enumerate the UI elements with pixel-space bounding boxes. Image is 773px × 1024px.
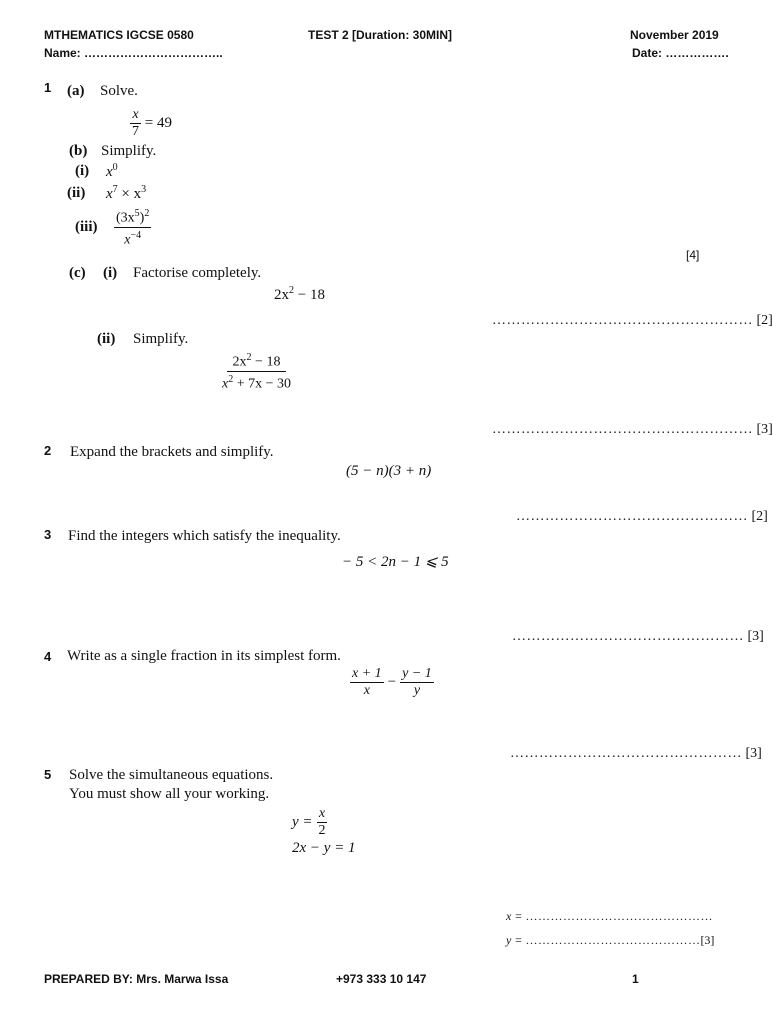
q5-equation1-denominator: 2	[318, 823, 326, 838]
q4-answer-line	[510, 746, 762, 762]
q1ci-answer-line	[492, 313, 773, 329]
q1biii-denominator: $x^{-4}$	[124, 229, 142, 248]
q4-fraction1-numerator: x + 1	[352, 666, 382, 681]
q5-equation2: 2x − y = 1	[292, 840, 356, 856]
q1ci-answer-dots: ………………………………………………	[492, 313, 753, 328]
q1b-text: Simplify.	[101, 143, 157, 159]
q1cii-text: Simplify.	[133, 331, 189, 347]
page-number: 1	[632, 972, 639, 986]
q1a-equation	[130, 107, 172, 140]
subject-title: MTHEMATICS IGCSE 0580	[44, 28, 194, 42]
q1cii-denominator: $x^2 + 7x - 30$	[222, 373, 292, 392]
q4-fraction1-denominator: x	[363, 683, 370, 698]
q5-equation1-numerator: x	[318, 806, 326, 821]
q3-text: Find the integers which satisfy the inequality.	[68, 528, 341, 544]
q2-answer-line	[516, 509, 768, 525]
q1bii-label: (ii)	[67, 185, 86, 201]
test-title: TEST 2 [Duration: 30MIN]	[308, 28, 453, 42]
q1bi-label: (i)	[75, 163, 90, 179]
q1bii-expression	[106, 184, 146, 203]
q1cii-answer-dots: ………………………………………………	[492, 422, 753, 437]
q4-fraction2-denominator: y	[413, 683, 421, 698]
q1bi-expression	[106, 162, 118, 181]
q4-fraction2-numerator: y − 1	[402, 666, 432, 681]
question-number-5: 5	[44, 767, 52, 782]
q1biii-label: (iii)	[75, 219, 98, 235]
q1c-label: (c)	[69, 265, 86, 281]
q1ci-expression: $2x^2 - 18$	[274, 285, 325, 303]
q1cii-answer-line	[492, 422, 773, 438]
q1biii-fraction	[114, 206, 151, 248]
q2-answer-dots: …………………………………………	[516, 509, 748, 524]
q1bii-base1: x	[106, 186, 113, 202]
q1cii-fraction	[220, 350, 293, 392]
q5-text-line1: Solve the simultaneous equations.	[69, 767, 274, 783]
q2-expression: (5 − n)(3 + n)	[346, 463, 432, 479]
question-number-1: 1	[44, 80, 52, 95]
q3-marks: [3]	[747, 629, 764, 644]
q2-marks: [2]	[751, 509, 768, 524]
q5-y-answer-dots: ……………………………………	[525, 933, 701, 947]
question-number-3: 3	[44, 527, 52, 542]
q1ci-text: Factorise completely.	[133, 265, 262, 281]
q1bii-exp2: 3	[141, 184, 147, 195]
name-field-label: Name: ……………………………..	[44, 46, 223, 60]
q5-x-answer-line	[506, 909, 713, 924]
q1cii-label: (ii)	[97, 331, 116, 347]
q1cii-numerator: $2x^2 - 18$	[227, 350, 287, 372]
q5-marks: [3]	[700, 933, 715, 947]
q5-x-label: x =	[506, 909, 523, 923]
q1bi-exponent: 0	[112, 162, 118, 173]
q4-marks: [3]	[745, 746, 762, 761]
q1bii-exp1: 7	[112, 184, 118, 195]
q1ci-marks: [2]	[756, 313, 773, 328]
q5-x-answer-dots: ………………………………………	[525, 909, 713, 923]
q3-answer-dots: …………………………………………	[512, 629, 744, 644]
footer-phone: +973 333 10 147	[336, 972, 427, 986]
q1bi-base: x	[106, 164, 113, 180]
q4-answer-dots: …………………………………………	[510, 746, 742, 761]
q4-text: Write as a single fraction in its simplest form.	[67, 648, 341, 664]
q1b-label: (b)	[69, 143, 88, 159]
q5-y-answer-line	[506, 933, 714, 948]
q1b-marks: [4]	[686, 248, 700, 262]
q2-text: Expand the brackets and simplify.	[70, 444, 274, 460]
q1a-text: Solve.	[100, 83, 138, 99]
q1a-label: (a)	[67, 83, 85, 99]
q1a-denominator: 7	[132, 124, 139, 139]
q1ci-label: (i)	[103, 265, 118, 281]
q4-expression	[350, 666, 434, 699]
q1a-rhs: = 49	[144, 114, 172, 131]
q1a-numerator: x	[132, 107, 139, 122]
q1bii-times: × x	[117, 186, 142, 202]
footer-prepared-by: PREPARED BY: Mrs. Marwa Issa	[44, 972, 229, 986]
q1cii-marks: [3]	[756, 422, 773, 437]
q5-text-line2: You must show all your working.	[69, 786, 270, 802]
q5-equation1	[292, 806, 328, 839]
question-number-4: 4	[44, 649, 52, 664]
q5-equation1-lhs: y =	[292, 814, 313, 830]
date-field-label: Date: …………….	[632, 46, 729, 60]
question-number-2: 2	[44, 443, 52, 458]
q5-y-label: y =	[506, 933, 523, 947]
q3-answer-line	[512, 629, 764, 645]
q4-minus: −	[387, 674, 397, 690]
q1biii-numerator: $(3x^5)^2$	[116, 208, 150, 226]
q3-inequality: − 5 < 2n − 1 ⩽ 5	[342, 554, 449, 570]
test-month: November 2019	[630, 28, 719, 42]
